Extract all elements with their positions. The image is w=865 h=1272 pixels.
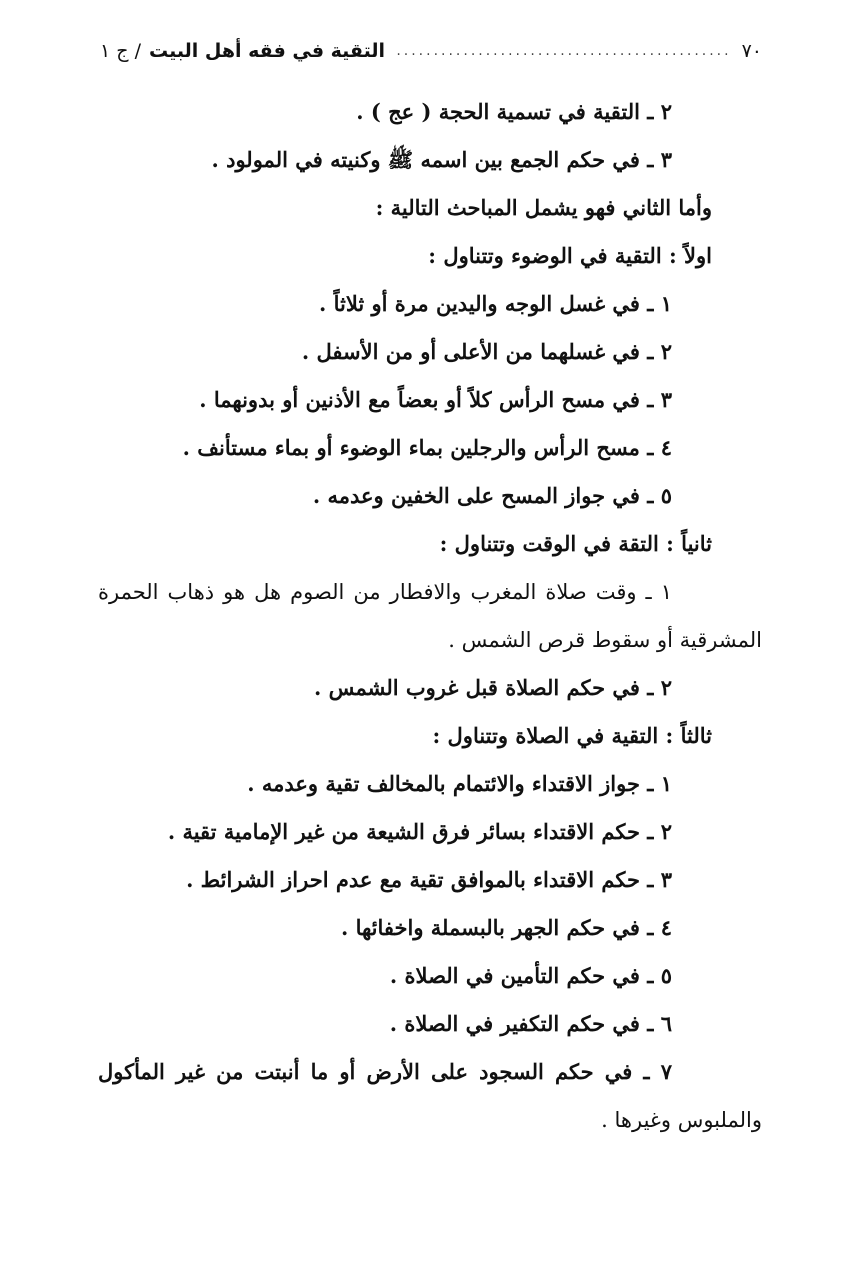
list-item: ١ ـ وقت صلاة المغرب والافطار من الصوم هل هو ذهاب الحمرة	[98, 580, 672, 604]
list-item: ٦ ـ في حكم التكفير في الصلاة .	[389, 1011, 672, 1036]
list-item: ٣ ـ حكم الاقتداء بالموافق تقية مع عدم احراز الشرائط .	[186, 867, 672, 892]
list-item-continuation: المشرقية أو سقوط قرص الشمس .	[448, 628, 762, 652]
list-item: ٤ ـ في حكم الجهر بالبسملة واخفائها .	[340, 915, 672, 940]
list-item: ٧ ـ في حكم السجود على الأرض أو ما أنبتت من غير المأكول	[98, 1059, 672, 1084]
list-item: ١ ـ في غسل الوجه واليدين مرة أو ثلاثاً .	[318, 291, 672, 316]
header-leader-dots: .............................................	[396, 43, 732, 59]
text-line: ٢ ـ التقية في تسمية الحجة ( عج ) .	[356, 99, 672, 124]
list-item: ١ ـ جواز الاقتداء والائتمام بالمخالف تقية وعدمه .	[247, 771, 672, 796]
list-item: ٤ ـ مسح الرأس والرجلين بماء الوضوء أو بماء مستأنف .	[182, 435, 672, 460]
volume-label: / ج ١	[100, 40, 141, 62]
list-item: ٢ ـ حكم الاقتداء بسائر فرق الشيعة من غير الإمامية تقية .	[167, 819, 672, 844]
page-body	[98, 88, 762, 1144]
list-item: ٥ ـ في جواز المسح على الخفين وعدمه .	[312, 483, 672, 508]
list-item: ٥ ـ في حكم التأمين في الصلاة .	[389, 963, 672, 988]
section-heading: ثانياً : التقة في الوقت وتتناول :	[439, 531, 712, 556]
list-item-continuation: والملبوس وغيرها .	[601, 1108, 762, 1132]
page-header	[100, 34, 762, 68]
page-number: ٧٠	[741, 40, 762, 62]
list-item: ٢ ـ في حكم الصلاة قبل غروب الشمس .	[314, 675, 672, 700]
section-heading: ثالثاً : التقية في الصلاة وتتناول :	[432, 723, 712, 748]
section-heading: اولاً : التقية في الوضوء وتتناول :	[428, 243, 712, 268]
list-item: ٢ ـ في غسلهما من الأعلى أو من الأسفل .	[301, 339, 672, 364]
section-intro: وأما الثاني فهو يشمل المباحث التالية :	[375, 195, 712, 220]
text-line: ٣ ـ في حكم الجمع بين اسمه ﷺ وكنيته في المولود .	[211, 147, 672, 172]
running-title: التقية في فقه أهل البيت	[148, 40, 386, 62]
list-item: ٣ ـ في مسح الرأس كلاً أو بعضاً مع الأذنين أو بدونهما .	[199, 387, 672, 412]
